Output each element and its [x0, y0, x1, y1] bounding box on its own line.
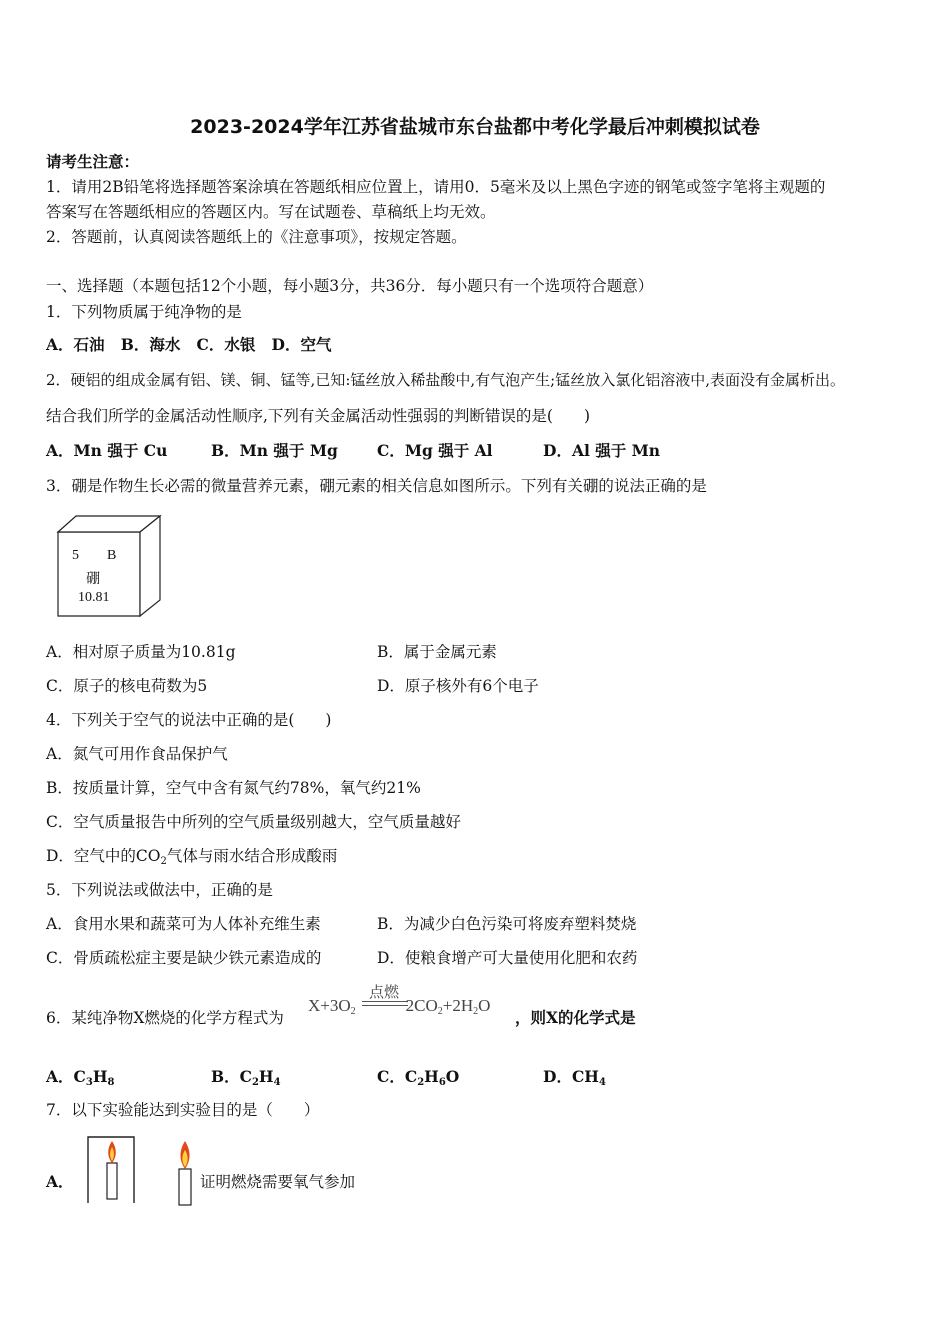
- element-name: 硼: [86, 571, 100, 587]
- element-symbol: B: [107, 548, 117, 563]
- q6-a-t2: H: [92, 1067, 108, 1086]
- q6-stem-post: ，则X的化学式是: [515, 1008, 636, 1027]
- q6-b-t0: B．C: [211, 1067, 252, 1086]
- q6-c-t0: C．C: [377, 1067, 418, 1086]
- q3-option-d: D．原子核外有6个电子: [377, 677, 539, 695]
- eq-right-1-sub: 2: [437, 1006, 443, 1017]
- q6-eq-condition: 点燃: [369, 983, 400, 1001]
- q2-option-b: B．Mn 强于 Mg: [211, 441, 338, 460]
- q2-option-d: D．Al 强于 Mn: [543, 441, 661, 460]
- eq-left: X+3O: [308, 996, 351, 1015]
- atomic-number: 5: [72, 548, 79, 563]
- q4-option-b: B．按质量计算，空气中含有氮气约78%，氧气约21%: [46, 779, 421, 797]
- candle-2: [179, 1169, 191, 1205]
- q6-option-d: [543, 1067, 606, 1087]
- q6-b-s3: 4: [273, 1077, 281, 1088]
- q2-option-a: A．Mn 强于 Cu: [46, 441, 168, 460]
- q3-stem: 3．硼是作物生长必需的微量营养元素，硼元素的相关信息如图所示。下列有关硼的说法正确的是: [46, 477, 707, 495]
- notice-line-2: 答案写在答题纸相应的答题区内。写在试题卷、草稿纸上均无效。: [46, 203, 496, 221]
- q1-options: A．石油 B．海水 C．水银 D．空气: [46, 335, 332, 354]
- q3-option-a: A．相对原子质量为10.81g: [46, 643, 236, 661]
- candle-1: [107, 1163, 117, 1199]
- q1-stem: 1．下列物质属于纯净物的是: [46, 303, 242, 321]
- eq-right-3: O: [478, 996, 491, 1015]
- q6-option-a: [46, 1067, 114, 1087]
- q6-c-s3: 6: [438, 1077, 446, 1088]
- eq-right-1: 2CO: [405, 996, 438, 1015]
- element-cell-boron: [56, 514, 168, 624]
- q4-stem: 4．下列关于空气的说法中正确的是( ): [46, 711, 332, 729]
- q4-option-d-pre: D．空气中的CO: [46, 847, 161, 865]
- q7-option-a-text: 证明燃烧需要氧气参加: [200, 1173, 356, 1191]
- q3-option-c: C．原子的核电荷数为5: [46, 677, 208, 695]
- q6-a-t0: A．C: [46, 1067, 86, 1086]
- q5-option-d: D．使粮食增产可大量使用化肥和农药: [377, 949, 638, 967]
- q4-option-d-sub: 2: [160, 856, 167, 867]
- q6-equation: [308, 996, 490, 1016]
- q6-d-s1: 4: [598, 1077, 606, 1088]
- q6-a-s3: 8: [107, 1077, 115, 1088]
- q6-option-b: [211, 1067, 281, 1087]
- page-title: 2023-2024学年江苏省盐城市东台盐都中考化学最后冲刺模拟试卷: [190, 116, 760, 138]
- q5-stem: 5．下列说法或做法中，正确的是: [46, 881, 273, 899]
- q4-option-a: A．氮气可用作食品保护气: [46, 745, 228, 763]
- atomic-mass: 10.81: [78, 590, 110, 605]
- q6-option-c: [377, 1067, 459, 1087]
- q5-option-a: A．食用水果和蔬菜可为人体补充维生素: [46, 915, 321, 933]
- section-heading: 一、选择题（本题包括12个小题，每小题3分，共36分．每小题只有一个选项符合题意）: [46, 277, 654, 295]
- notice-heading: 请考生注意：: [46, 152, 140, 171]
- eq-right-2: +2H: [442, 996, 474, 1015]
- q5-option-b: B．为减少白色污染可将废弃塑料焚烧: [377, 915, 637, 933]
- q5-option-c: C．骨质疏松症主要是缺少铁元素造成的: [46, 949, 322, 967]
- eq-left-sub: 2: [350, 1006, 356, 1017]
- q6-stem-pre: 6．某纯净物X燃烧的化学方程式为: [46, 1009, 284, 1027]
- eq-right-2-sub: 2: [473, 1006, 479, 1017]
- notice-line-3: 2．答题前，认真阅读答题纸上的《注意事项》，按规定答题。: [46, 228, 467, 246]
- q4-option-d-post: 气体与雨水结合形成酸雨: [166, 847, 338, 865]
- q7-stem: 7．以下实验能达到实验目的是（ ）: [46, 1101, 320, 1119]
- q6-d-t0: D．CH: [543, 1067, 599, 1086]
- q6-a-s1: 3: [85, 1077, 93, 1088]
- q3-option-b: B．属于金属元素: [377, 643, 497, 661]
- candle-experiment-diagram: [80, 1133, 200, 1213]
- notice-line-1: 1．请用2B铅笔将选择题答案涂填在答题纸相应位置上，请用0．5毫米及以上黑色字迹的钢笔或签字笔将主观题的: [46, 178, 826, 196]
- q6-b-s1: 2: [251, 1077, 259, 1088]
- q2-option-c: C．Mg 强于 Al: [377, 441, 493, 460]
- q6-c-s1: 2: [417, 1077, 425, 1088]
- q6-b-t2: H: [258, 1067, 274, 1086]
- element-cell-frame: [56, 514, 168, 620]
- q4-option-c: C．空气质量报告中所列的空气质量级别越大，空气质量越好: [46, 813, 461, 831]
- q6-c-t4: O: [445, 1067, 460, 1086]
- q6-c-t2: H: [424, 1067, 439, 1086]
- q4-option-d: [46, 846, 337, 866]
- q2-stem-1: 2．硬铝的组成金属有铝、镁、铜、锰等,已知:锰丝放入稀盐酸中,有气泡产生;锰丝放入氯化铝溶液中,表面没有金属析出。: [46, 371, 845, 389]
- q2-stem-2: 结合我们所学的金属活动性顺序,下列有关金属活动性强弱的判断错误的是( ): [46, 407, 591, 425]
- q7-option-a-label: A．: [46, 1172, 74, 1191]
